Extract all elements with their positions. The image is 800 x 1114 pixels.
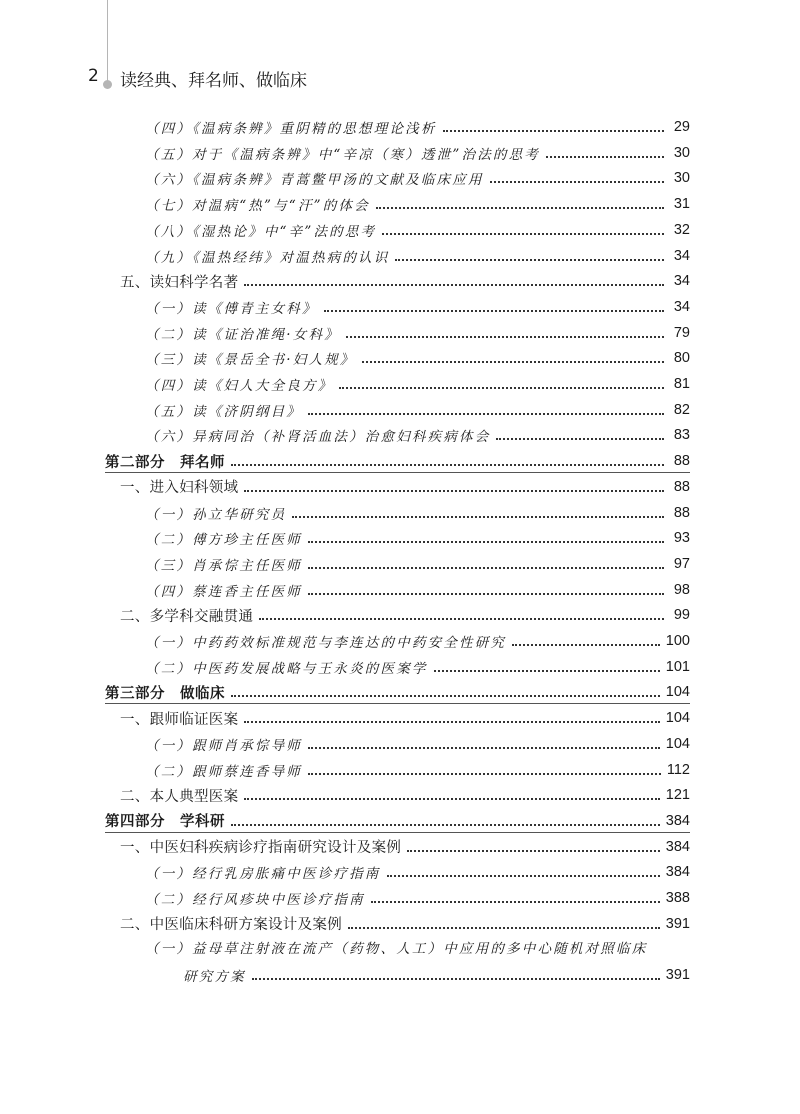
toc-entry-page: 81 [673,376,690,392]
dot-leader [308,541,664,543]
toc-entry-title: （一）中药药效标准规范与李连达的中药安全性研究 [145,635,507,651]
toc-entry-page: 82 [673,401,690,418]
toc-entry-title: 二、中医临床科研方案设计及案例 [120,917,342,934]
toc-entry-sub [0,165,800,191]
dot-leader [443,130,664,132]
toc-entry-title: （九）《温热经纬》对温热病的认识 [145,249,390,266]
dot-leader [382,233,664,235]
toc-entry-title: 五、读妇科学名著 [120,274,239,291]
toc-entry-page: 104 [665,710,690,727]
toc-entry-page: 83 [673,427,690,444]
toc-entry-title: （一）经行乳房胀痛中医诊疗指南 [145,866,381,883]
toc-entry-title: （五）对于《温病条辨》中“辛凉（寒）透泄”治法的思考 [145,146,541,163]
toc-entry-page: 79 [673,324,690,341]
dot-leader [324,310,664,312]
toc-entry-sub [0,525,800,551]
dot-leader [231,464,664,466]
dot-leader [244,721,659,723]
toc-entry-title: （六）《温病条辨》青蒿鳖甲汤的文献及临床应用 [145,172,484,189]
toc-entry-title-line2: 研究方案 [183,969,246,986]
toc-entry-title: 一、中医妇科疾病诊疗指南研究设计及案例 [120,840,402,857]
toc-entry-title: 一、进入妇科领域 [120,480,239,497]
toc-entry-sub [0,320,800,346]
dot-leader [339,387,664,389]
toc-entry-page: 29 [673,119,690,135]
dot-leader [244,284,664,286]
dot-leader [496,438,664,440]
toc-entry-title: （五）读《济阴纲目》 [145,403,302,420]
dot-leader [292,516,664,518]
toc-entry-page: 98 [673,581,690,598]
toc-entry-sec [0,782,800,808]
toc-entry-title: （三）肖承悰主任医师 [145,557,302,574]
toc-entry-part [0,808,800,834]
toc-entry-page: 121 [665,787,690,804]
toc-entry-sub [0,551,800,577]
toc-entry-title: （二）傅方珍主任医师 [145,532,302,549]
toc-entry-sub [0,577,800,603]
toc-entry-sec [0,705,800,731]
dot-leader [244,798,659,800]
toc-entry-title: （二）中医药发展战略与王永炎的医案学 [145,660,428,677]
toc-entry-sub [0,140,800,166]
dot-leader [371,901,660,903]
toc-entry-sub [0,757,800,783]
toc-entry-page: 88 [673,504,690,521]
toc-entry-page: 80 [673,350,690,367]
toc-entry-page: 112 [666,761,690,778]
toc-entry-page: 34 [673,298,690,315]
toc-entry-page: 384 [665,812,690,829]
toc-entry-sub [0,294,800,320]
toc-entry-page: 97 [673,555,690,572]
dot-leader [434,670,660,672]
dot-leader [308,413,664,415]
toc-entry-page: 30 [673,144,690,161]
toc-entry-part [0,679,800,705]
toc-entry-page: 104 [665,735,690,752]
dot-leader [512,644,660,646]
toc-entry-sub [0,114,800,140]
dot-leader [308,567,664,569]
toc-entry-sec [0,911,800,937]
page-number: 2 [88,66,99,86]
dot-leader [308,773,661,775]
toc-entry-title: （一）孙立华研究员 [145,506,287,523]
toc-entry-page: 99 [673,607,690,624]
toc-entry-sub [0,422,800,448]
toc-entry-page: 34 [673,273,690,290]
toc-entry-sec [0,268,800,294]
toc-entry-title: （一）跟师肖承悰导师 [145,737,302,754]
toc-entry-title: （三）读《景岳全书·妇人规》 [145,352,356,369]
toc-entry-sub [0,191,800,217]
toc-entry-title-line1: （一）益母草注射液在流产（药物、人工）中应用的多中心随机对照临床 [145,941,648,958]
toc-entry-sec [0,602,800,628]
dot-leader [308,593,664,595]
toc-entry-sub [0,345,800,371]
toc-entry-page: 388 [665,890,690,906]
toc-entry-title: （六）异病同治（补肾活血法）治愈妇科疾病体会 [145,429,491,446]
dot-leader [490,181,664,183]
toc-entry-title: 二、本人典型医案 [120,788,239,805]
toc-entry-title: （一）读《傅青主女科》 [145,300,318,317]
header-rule [107,0,108,82]
toc-entry-title: （二）经行风疹块中医诊疗指南 [145,892,365,908]
dot-leader [231,824,660,826]
toc-entry-sub [0,885,800,911]
dot-leader [387,875,660,877]
toc-entry-page: 384 [665,838,690,855]
dot-leader [376,207,664,209]
toc-entry-page: 31 [673,196,690,213]
toc-entry-sub [0,654,800,680]
toc-entry-sub [0,217,800,243]
toc-entry-page: 30 [673,170,690,187]
toc-entry-title: 二、多学科交融贯通 [120,608,254,625]
toc-entry-title: （四）《温病条辨》重阴精的思想理论浅析 [145,121,437,137]
toc-entry-title: 一、跟师临证医案 [120,711,239,728]
toc-entry-page: 391 [665,967,690,984]
toc-entry-page: 384 [665,864,690,881]
toc-entry-sec [0,834,800,860]
dot-leader [407,850,660,852]
dot-leader [252,978,660,980]
dot-leader [362,361,664,363]
toc-entry-page: 34 [673,247,690,264]
header-dot [103,80,112,89]
toc-entry-title: （四）蔡连香主任医师 [145,583,302,600]
toc-entry-page: 93 [673,530,690,547]
toc-entry-title: 第二部分 拜名师 [105,454,225,471]
toc-entry-title: （二）读《证治准绳·女科》 [145,326,340,343]
toc-entry-page: 88 [673,478,690,495]
toc-entry-part [0,448,800,474]
dot-leader [546,156,664,158]
toc-entry-sub [0,397,800,423]
dot-leader [231,695,660,697]
dot-leader [308,747,660,749]
dot-leader [244,490,664,492]
toc-entry-title: （八）《湿热论》中“辛”法的思考 [145,223,377,240]
toc-entry-sub [0,500,800,526]
toc-entry-page: 101 [665,658,690,675]
toc-entry-title: 第四部分 学科研 [105,814,225,831]
dot-leader [259,618,664,620]
toc-entry-title: （二）跟师蔡连香导师 [145,763,302,780]
toc-entry-sub [0,859,800,885]
toc-entry-sec [0,474,800,500]
toc-entry-title: （四）读《妇人大全良方》 [145,378,334,394]
toc-entry-title: 第三部分 做临床 [105,685,225,702]
toc-entry-page: 104 [665,684,690,701]
toc-entry-page: 100 [665,633,690,649]
toc-entry-sub [0,628,800,654]
dot-leader [346,336,664,338]
toc-entry-sub [0,731,800,757]
toc-entry-page: 88 [673,453,690,470]
running-title: 读经典、拜名师、做临床 [120,71,307,91]
dot-leader [348,927,660,929]
toc-entry-title: （七）对温病“热”与“汗”的体会 [145,198,370,215]
toc-entry-sub-multiline [145,936,690,986]
toc-entry-page: 32 [673,221,690,238]
toc-entry-sub [0,243,800,269]
toc-entry-sub [0,371,800,397]
dot-leader [395,259,664,261]
toc-entry-page: 391 [665,915,690,932]
